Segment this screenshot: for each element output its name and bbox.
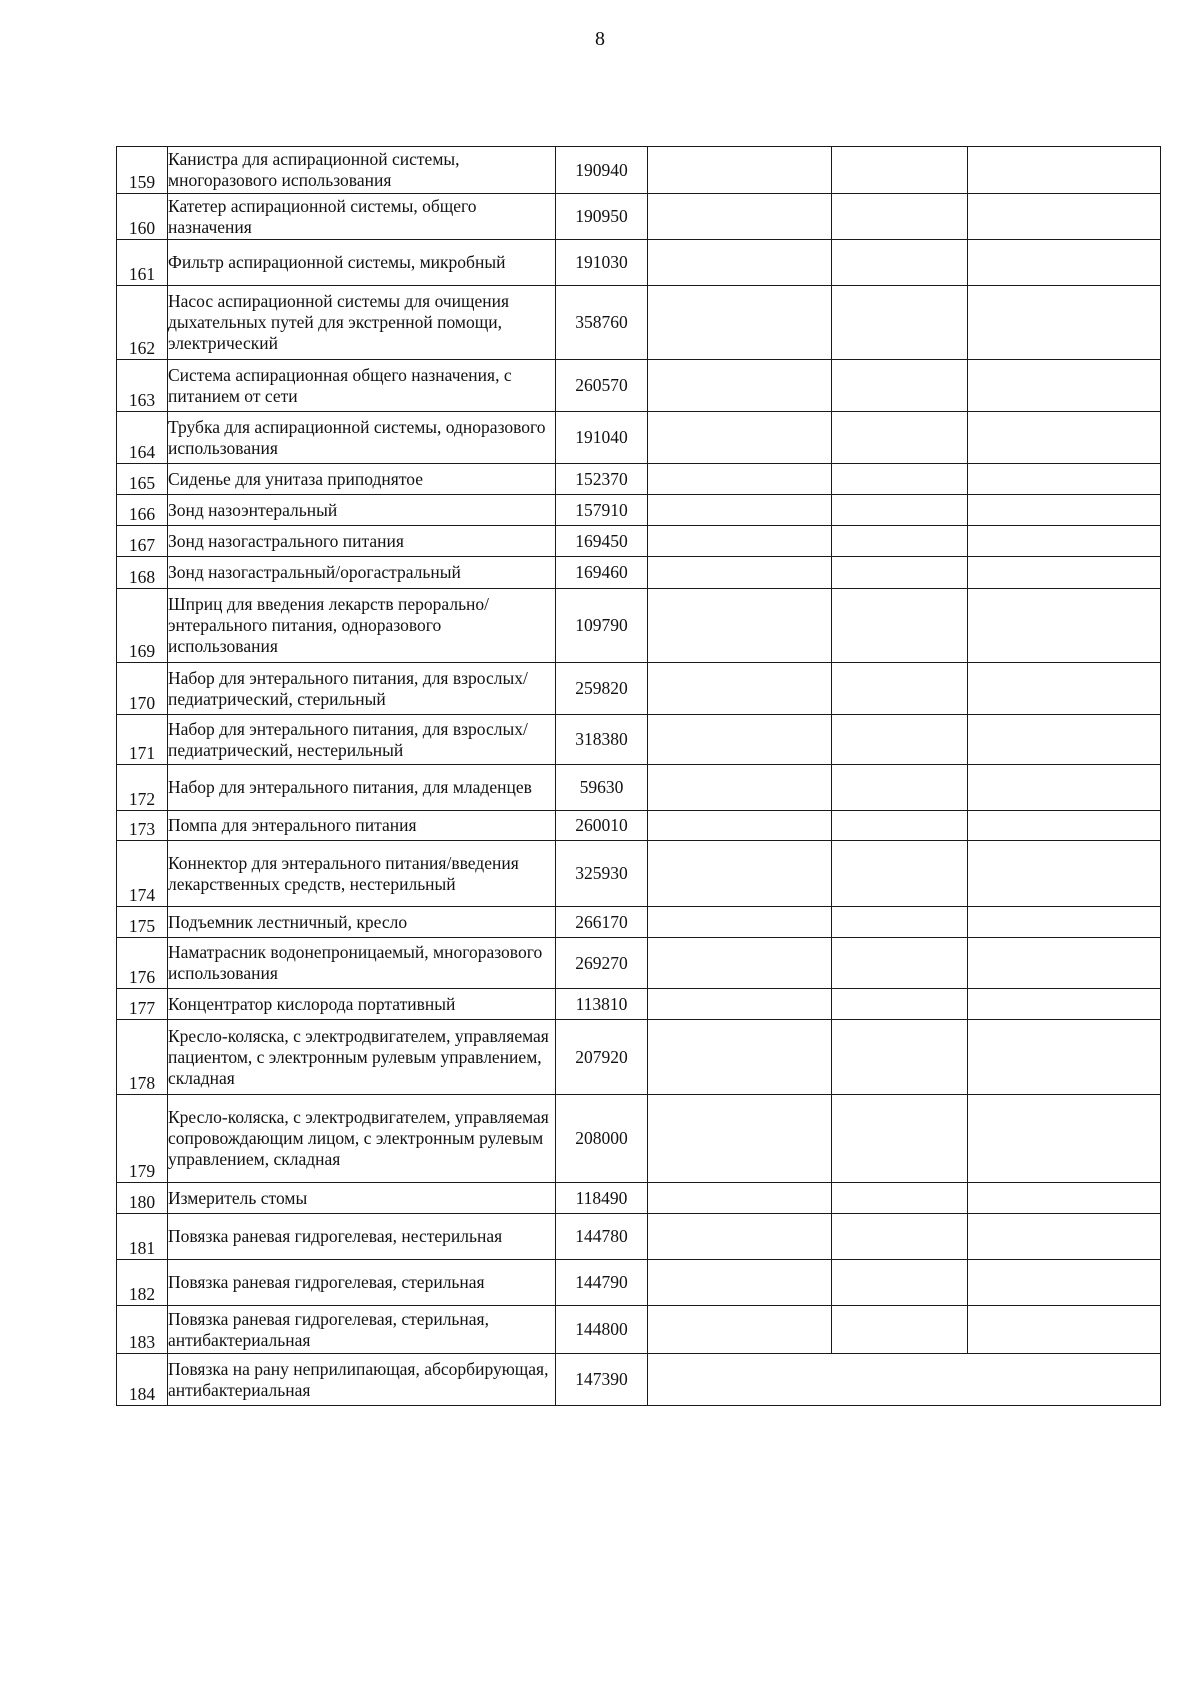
empty-cell — [648, 907, 832, 938]
row-number: 174 — [117, 841, 168, 907]
empty-cell — [832, 412, 968, 464]
device-name: Повязка раневая гидрогелевая, стерильная, антибактериальная — [168, 1306, 556, 1354]
empty-cell — [968, 938, 1161, 989]
device-name: Шприц для введения лекарств перорально/энтерального питания, одноразового использования — [168, 589, 556, 663]
row-number: 176 — [117, 938, 168, 989]
device-code: 190940 — [556, 147, 648, 194]
empty-cell — [832, 495, 968, 526]
device-code: 152370 — [556, 464, 648, 495]
empty-cell — [648, 1095, 832, 1183]
empty-cell — [648, 1354, 832, 1406]
empty-cell — [968, 811, 1161, 841]
empty-cell — [832, 240, 968, 286]
empty-cell — [832, 938, 968, 989]
empty-cell — [648, 1260, 832, 1306]
device-name: Измеритель стомы — [168, 1183, 556, 1214]
device-code: 147390 — [556, 1354, 648, 1406]
device-code: 169450 — [556, 526, 648, 557]
device-code: 266170 — [556, 907, 648, 938]
table-row — [117, 1354, 1161, 1406]
device-code: 190950 — [556, 194, 648, 240]
empty-cell — [832, 907, 968, 938]
row-number: 160 — [117, 194, 168, 240]
table-row — [117, 526, 1161, 557]
empty-cell — [968, 715, 1161, 765]
empty-cell — [832, 841, 968, 907]
device-code: 260010 — [556, 811, 648, 841]
device-name: Набор для энтерального питания, для взрослых/педиатрический, стерильный — [168, 663, 556, 715]
empty-cell — [832, 147, 968, 194]
empty-cell — [832, 589, 968, 663]
device-name: Фильтр аспирационной системы, микробный — [168, 240, 556, 286]
table-row — [117, 589, 1161, 663]
table-row — [117, 663, 1161, 715]
empty-cell — [832, 1020, 968, 1095]
device-code: 59630 — [556, 765, 648, 811]
device-name: Трубка для аспирационной системы, одноразового использования — [168, 412, 556, 464]
empty-cell — [648, 526, 832, 557]
device-name: Зонд назогастрального питания — [168, 526, 556, 557]
empty-cell — [968, 464, 1161, 495]
empty-cell — [832, 715, 968, 765]
device-code: 109790 — [556, 589, 648, 663]
device-code: 208000 — [556, 1095, 648, 1183]
empty-cell — [648, 147, 832, 194]
empty-cell — [648, 1020, 832, 1095]
row-number: 170 — [117, 663, 168, 715]
device-code: 169460 — [556, 557, 648, 589]
device-name: Помпа для энтерального питания — [168, 811, 556, 841]
row-number: 168 — [117, 557, 168, 589]
table-row — [117, 1095, 1161, 1183]
table-row — [117, 412, 1161, 464]
empty-cell — [968, 1095, 1161, 1183]
empty-cell — [648, 360, 832, 412]
empty-cell — [968, 240, 1161, 286]
empty-cell — [968, 765, 1161, 811]
device-code: 144780 — [556, 1214, 648, 1260]
empty-cell — [648, 1214, 832, 1260]
table-row — [117, 841, 1161, 907]
row-number: 175 — [117, 907, 168, 938]
row-number: 172 — [117, 765, 168, 811]
empty-cell — [968, 1214, 1161, 1260]
empty-cell — [968, 589, 1161, 663]
table-row — [117, 1214, 1161, 1260]
table-row — [117, 147, 1161, 194]
device-name: Канистра для аспирационной системы, многоразового использования — [168, 147, 556, 194]
device-name: Коннектор для энтерального питания/введения лекарственных средств, нестерильный — [168, 841, 556, 907]
device-code: 269270 — [556, 938, 648, 989]
empty-cell — [968, 147, 1161, 194]
empty-cell — [832, 1183, 968, 1214]
empty-cell — [832, 360, 968, 412]
table-body — [117, 147, 1161, 1406]
row-number: 178 — [117, 1020, 168, 1095]
empty-cell — [968, 1183, 1161, 1214]
device-name: Концентратор кислорода портативный — [168, 989, 556, 1020]
table-row — [117, 495, 1161, 526]
medical-device-table — [116, 146, 1161, 1406]
empty-cell — [648, 715, 832, 765]
empty-cell — [832, 765, 968, 811]
empty-cell — [648, 557, 832, 589]
row-number: 182 — [117, 1260, 168, 1306]
empty-cell — [832, 464, 968, 495]
empty-cell — [832, 663, 968, 715]
device-code: 191040 — [556, 412, 648, 464]
empty-cell — [648, 765, 832, 811]
empty-cell — [968, 360, 1161, 412]
device-name: Зонд назоэнтеральный — [168, 495, 556, 526]
empty-cell — [648, 240, 832, 286]
device-code: 144790 — [556, 1260, 648, 1306]
row-number: 164 — [117, 412, 168, 464]
device-code: 207920 — [556, 1020, 648, 1095]
table-row — [117, 240, 1161, 286]
table-row — [117, 989, 1161, 1020]
empty-cell — [968, 412, 1161, 464]
table-row — [117, 557, 1161, 589]
empty-cell — [968, 1260, 1161, 1306]
empty-cell — [832, 1306, 968, 1354]
empty-cell — [648, 938, 832, 989]
empty-cell — [648, 194, 832, 240]
empty-cell — [968, 526, 1161, 557]
device-name: Подъемник лестничный, кресло — [168, 907, 556, 938]
device-name: Кресло-коляска, с электродвигателем, управляемая сопровождающим лицом, с электронным рулевым управлением, складная — [168, 1095, 556, 1183]
row-number: 167 — [117, 526, 168, 557]
empty-cell — [968, 495, 1161, 526]
device-name: Насос аспирационной системы для очищения дыхательных путей для экстренной помощи, электрический — [168, 286, 556, 360]
table-row — [117, 194, 1161, 240]
device-name: Повязка на рану неприлипающая, абсорбирующая, антибактериальная — [168, 1354, 556, 1406]
empty-cell — [968, 989, 1161, 1020]
table-row — [117, 938, 1161, 989]
empty-cell — [648, 663, 832, 715]
row-number: 166 — [117, 495, 168, 526]
empty-cell — [832, 286, 968, 360]
device-name: Катетер аспирационной системы, общего назначения — [168, 194, 556, 240]
device-name: Набор для энтерального питания, для младенцев — [168, 765, 556, 811]
empty-cell — [648, 841, 832, 907]
row-number: 171 — [117, 715, 168, 765]
row-number: 162 — [117, 286, 168, 360]
table-row — [117, 715, 1161, 765]
device-code: 358760 — [556, 286, 648, 360]
row-number: 165 — [117, 464, 168, 495]
table-row — [117, 286, 1161, 360]
row-number: 177 — [117, 989, 168, 1020]
row-number: 173 — [117, 811, 168, 841]
empty-cell — [832, 1095, 968, 1183]
empty-cell — [832, 1354, 968, 1406]
empty-cell — [968, 907, 1161, 938]
device-name: Повязка раневая гидрогелевая, нестерильная — [168, 1214, 556, 1260]
empty-cell — [832, 811, 968, 841]
row-number: 183 — [117, 1306, 168, 1354]
empty-cell — [648, 412, 832, 464]
empty-cell — [968, 1306, 1161, 1354]
table-row — [117, 765, 1161, 811]
empty-cell — [832, 526, 968, 557]
table-row — [117, 1306, 1161, 1354]
empty-cell — [648, 495, 832, 526]
empty-cell — [648, 1306, 832, 1354]
empty-cell — [832, 1214, 968, 1260]
device-name: Система аспирационная общего назначения, с питанием от сети — [168, 360, 556, 412]
empty-cell — [832, 557, 968, 589]
table-row — [117, 1183, 1161, 1214]
row-number: 180 — [117, 1183, 168, 1214]
device-code: 113810 — [556, 989, 648, 1020]
device-name: Сиденье для унитаза приподнятое — [168, 464, 556, 495]
device-code: 259820 — [556, 663, 648, 715]
empty-cell — [648, 1183, 832, 1214]
table-row — [117, 907, 1161, 938]
device-name: Повязка раневая гидрогелевая, стерильная — [168, 1260, 556, 1306]
empty-cell — [832, 1260, 968, 1306]
device-name: Зонд назогастральный/орогастральный — [168, 557, 556, 589]
device-name: Кресло-коляска, с электродвигателем, управляемая пациентом, с электронным рулевым управлением, складная — [168, 1020, 556, 1095]
row-number: 163 — [117, 360, 168, 412]
empty-cell — [968, 841, 1161, 907]
row-number: 181 — [117, 1214, 168, 1260]
device-code: 191030 — [556, 240, 648, 286]
empty-cell — [648, 589, 832, 663]
empty-cell — [648, 989, 832, 1020]
empty-cell — [968, 663, 1161, 715]
empty-cell — [968, 286, 1161, 360]
device-code: 325930 — [556, 841, 648, 907]
row-number: 159 — [117, 147, 168, 194]
page-number: 8 — [595, 28, 605, 50]
table-row — [117, 1020, 1161, 1095]
device-code: 318380 — [556, 715, 648, 765]
empty-cell — [648, 286, 832, 360]
device-code: 118490 — [556, 1183, 648, 1214]
empty-cell — [648, 811, 832, 841]
empty-cell — [648, 464, 832, 495]
empty-cell — [968, 1020, 1161, 1095]
row-number: 179 — [117, 1095, 168, 1183]
row-number: 161 — [117, 240, 168, 286]
device-code: 260570 — [556, 360, 648, 412]
empty-cell — [968, 557, 1161, 589]
row-number: 169 — [117, 589, 168, 663]
empty-cell — [968, 1354, 1161, 1406]
device-name: Набор для энтерального питания, для взрослых/педиатрический, нестерильный — [168, 715, 556, 765]
empty-cell — [832, 989, 968, 1020]
row-number: 184 — [117, 1354, 168, 1406]
table-row — [117, 811, 1161, 841]
device-name: Наматрасник водонепроницаемый, многоразового использования — [168, 938, 556, 989]
empty-cell — [968, 194, 1161, 240]
device-code: 144800 — [556, 1306, 648, 1354]
device-code: 157910 — [556, 495, 648, 526]
table-row — [117, 464, 1161, 495]
empty-cell — [832, 194, 968, 240]
table-row — [117, 1260, 1161, 1306]
table-row — [117, 360, 1161, 412]
